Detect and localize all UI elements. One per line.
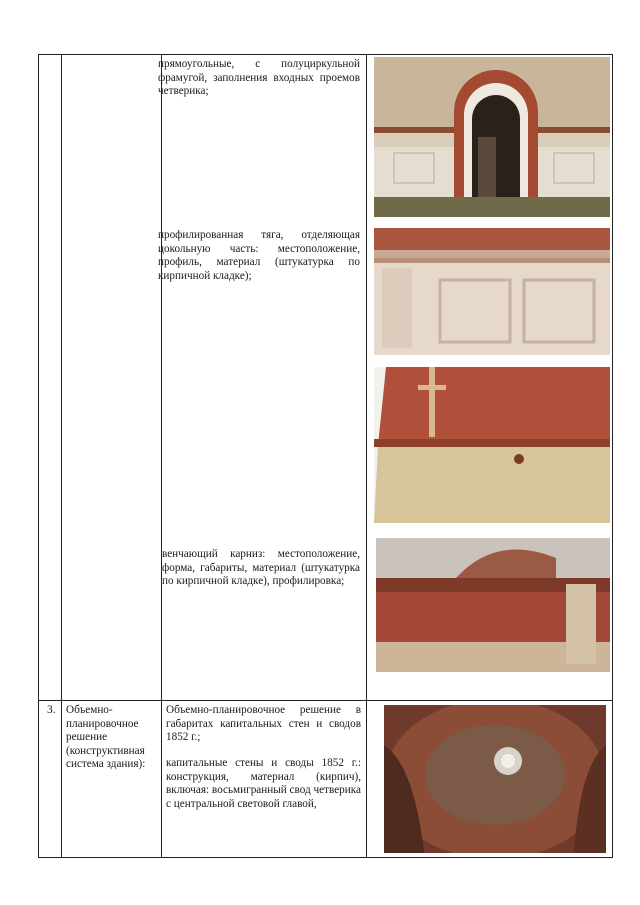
photo-doorway bbox=[374, 57, 610, 217]
photo-molding bbox=[374, 228, 610, 355]
photo-wall bbox=[374, 367, 610, 523]
description-cornice: венчающий карниз: местоположение, форма, габариты, материал (штукатурка по кирпичной кладке), профилировка; bbox=[162, 548, 360, 587]
column-divider bbox=[161, 55, 162, 857]
description-plinth-molding: профилированная тяга, отделяющая цокольную часть: местоположение, профиль, материал (штукатурка по кирпичной кладке); bbox=[158, 229, 360, 282]
description-openings: прямоугольные, с полуциркульной фрамугой, заполнения входных проемов четверика; bbox=[158, 58, 360, 97]
photo-cornice bbox=[376, 538, 610, 672]
register-table bbox=[38, 54, 613, 858]
photo-vault bbox=[384, 705, 606, 853]
row-divider bbox=[39, 700, 612, 701]
column-divider bbox=[61, 55, 62, 857]
description-layout: Объемно-планировочное решение в габаритах капитальных стен и сводов 1852 г.; bbox=[166, 704, 361, 743]
column-divider bbox=[366, 55, 367, 857]
row-number: 3. bbox=[47, 704, 56, 716]
description-walls-vaults: капитальные стены и своды 1852 г.: конструкция, материал (кирпич), включая: восьмигранный свод четверика с центральной световой главой, bbox=[166, 757, 361, 810]
row-name: Объемно-планировочное решение (конструктивная система здания): bbox=[66, 704, 146, 770]
